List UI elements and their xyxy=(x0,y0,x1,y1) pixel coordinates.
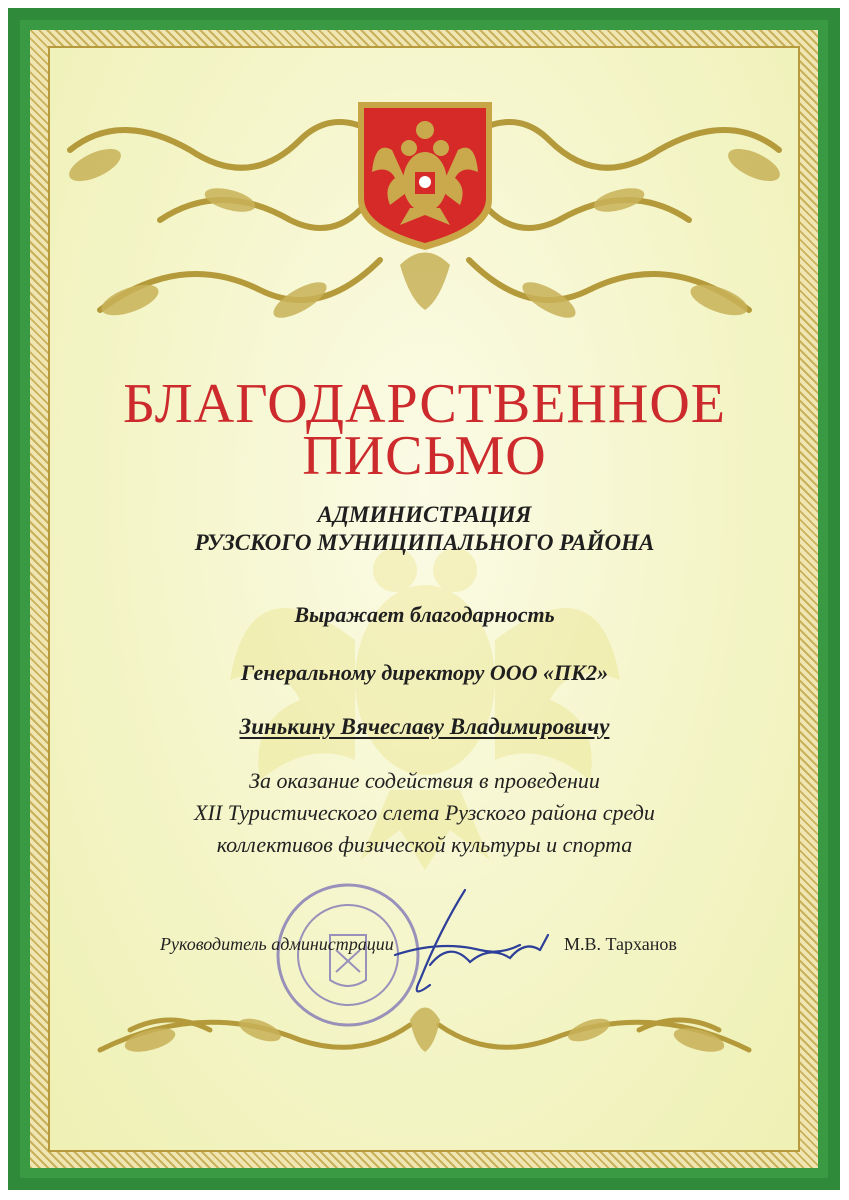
reason-line-1: За оказание содействия в проведении xyxy=(249,768,600,793)
coat-of-arms-icon xyxy=(358,102,492,250)
organization-line-2: РУЗСКОГО МУНИЦИПАЛЬНОГО РАЙОНА xyxy=(194,530,655,555)
organization-line-1: АДМИНИСТРАЦИЯ xyxy=(317,502,532,527)
reason-line-2: XII Туристического слета Рузского района среди xyxy=(194,800,655,825)
signatory-title: Руководитель администрации xyxy=(160,934,394,954)
recipient-name: Зинькину Вячеславу Владимировичу xyxy=(239,714,610,739)
reason-line-3: коллективов физической культуры и спорта xyxy=(216,832,633,857)
bottom-scroll-leaves xyxy=(122,1008,726,1057)
recipient-name-wrapper xyxy=(0,714,849,740)
recipient-position: Генеральному директору ООО «ПК2» xyxy=(240,660,609,685)
title-line-2: ПИСЬМО xyxy=(302,425,547,487)
expresses-gratitude: Выражает благодарность xyxy=(294,602,555,627)
signatory-name: М.В. Тарханов xyxy=(564,934,677,954)
title-line-1: БЛАГОДАРСТВЕННОЕ xyxy=(123,373,726,435)
